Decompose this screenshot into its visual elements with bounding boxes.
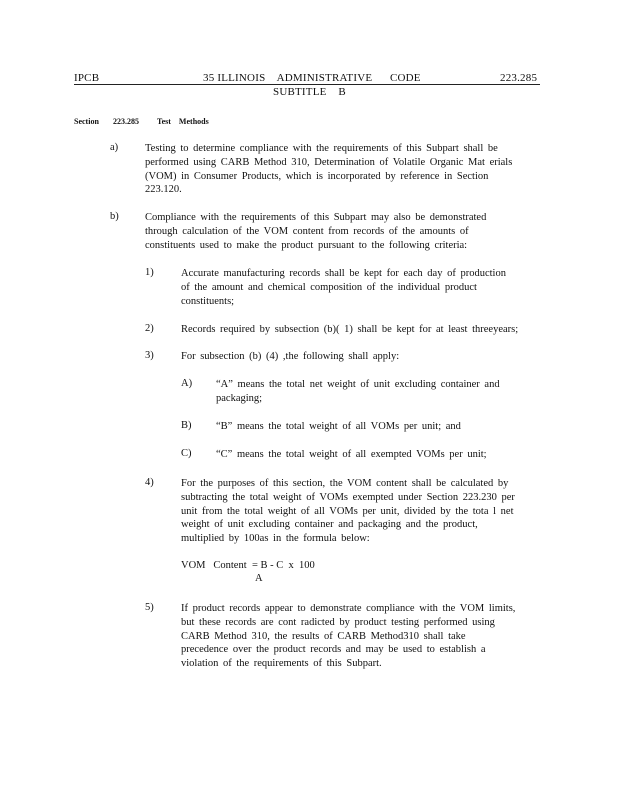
item-b3c-line: “C” means the total weight of all exempted VOMs per unit; bbox=[216, 449, 487, 460]
item-b2-line: Records required by subsection (b)( 1) shall be kept for at least threeyears; bbox=[181, 324, 519, 335]
header-rule bbox=[74, 84, 540, 85]
item-a-line: 223.120. bbox=[145, 184, 182, 196]
item-b4-line: unit from the total weight of all VOMs per unit, divided by the tota l net bbox=[181, 505, 514, 517]
item-b5-line: precedence over the product records and may be used to establish a bbox=[181, 644, 486, 656]
item-b5-line: violation of the requirements of this Subpart. bbox=[181, 658, 382, 670]
item-b5-text bbox=[181, 602, 515, 671]
header-section-number: 223.285 bbox=[500, 72, 538, 84]
item-b3b-line: “B” means the total weight of all VOMs per unit; and bbox=[216, 421, 461, 432]
item-b4-label: 4) bbox=[145, 477, 154, 488]
item-b1-line: Accurate manufacturing records shall be kept for each day of production bbox=[181, 268, 506, 279]
item-b3a-text bbox=[216, 378, 500, 406]
item-b4-line: multiplied by 100as in the formula below: bbox=[181, 533, 370, 545]
item-a-line: (VOM) in Consumer Products, which is incorporated by reference in Section bbox=[145, 170, 489, 182]
item-b-label: b) bbox=[110, 211, 119, 222]
header-subtitle: SUBTITLE B bbox=[273, 86, 346, 98]
header-code-title: 35 ILLINOIS ADMINISTRATIVE CODE bbox=[203, 72, 421, 84]
item-b4-line: For the purposes of this section, the VOM content shall be calculated by bbox=[181, 478, 509, 489]
item-b3b-text bbox=[216, 420, 461, 434]
item-b-line: through calculation of the VOM content from records of the amounts of bbox=[145, 225, 469, 237]
item-b5-line: CARB Method 310, the results of CARB Method310 shall take bbox=[181, 630, 466, 642]
item-b1-label: 1) bbox=[145, 267, 154, 278]
formula-denominator: A bbox=[255, 573, 263, 584]
formula-lhs: VOM Content bbox=[181, 560, 247, 571]
item-a-text bbox=[145, 142, 512, 197]
item-b3-label: 3) bbox=[145, 350, 154, 361]
item-b-text bbox=[145, 211, 486, 252]
item-b5-label: 5) bbox=[145, 602, 154, 613]
item-b2-text bbox=[181, 323, 518, 337]
item-b-line: constituents used to make the product pursuant to the following criteria: bbox=[145, 239, 468, 251]
item-b3a-line: “A” means the total net weight of unit excluding container and bbox=[216, 379, 500, 390]
item-b3c-text bbox=[216, 448, 487, 462]
item-a-line: Testing to determine compliance with the requirements of this Subpart shall be bbox=[145, 143, 498, 154]
item-b4-text bbox=[181, 477, 515, 546]
section-word: Section bbox=[74, 117, 99, 126]
item-b3-line: For subsection (b) (4) ,the following shall apply: bbox=[181, 351, 400, 362]
item-b3c-label: C) bbox=[181, 448, 192, 459]
item-b3a-line: packaging; bbox=[216, 392, 263, 404]
formula-rhs: = B - C x 100 bbox=[252, 560, 315, 571]
item-a-line: performed using CARB Method 310, Determination of Volatile Organic Mat erials bbox=[145, 156, 513, 168]
item-b-line: Compliance with the requirements of this Subpart may also be demonstrated bbox=[145, 212, 487, 223]
item-b1-line: of the amount and chemical composition of the individual product bbox=[181, 281, 477, 293]
section-number: 223.285 bbox=[113, 117, 139, 126]
item-b1-text bbox=[181, 267, 506, 308]
item-a-label: a) bbox=[110, 142, 119, 153]
item-b1-line: constituents; bbox=[181, 295, 235, 307]
item-b3b-label: B) bbox=[181, 420, 192, 431]
item-b4-line: weight of unit excluding container and packaging and the product, bbox=[181, 519, 478, 531]
section-title: Test Methods bbox=[157, 117, 209, 126]
item-b5-line: but these records are cont radicted by product testing performed using bbox=[181, 616, 495, 628]
item-b2-label: 2) bbox=[145, 323, 154, 334]
item-b3-text bbox=[181, 350, 399, 364]
item-b4-line: subtracting the total weight of VOMs exempted under Section 223.230 per bbox=[181, 491, 515, 503]
item-b5-line: If product records appear to demonstrate compliance with the VOM limits, bbox=[181, 603, 516, 614]
header-agency: IPCB bbox=[74, 72, 100, 84]
item-b3a-label: A) bbox=[181, 378, 193, 389]
